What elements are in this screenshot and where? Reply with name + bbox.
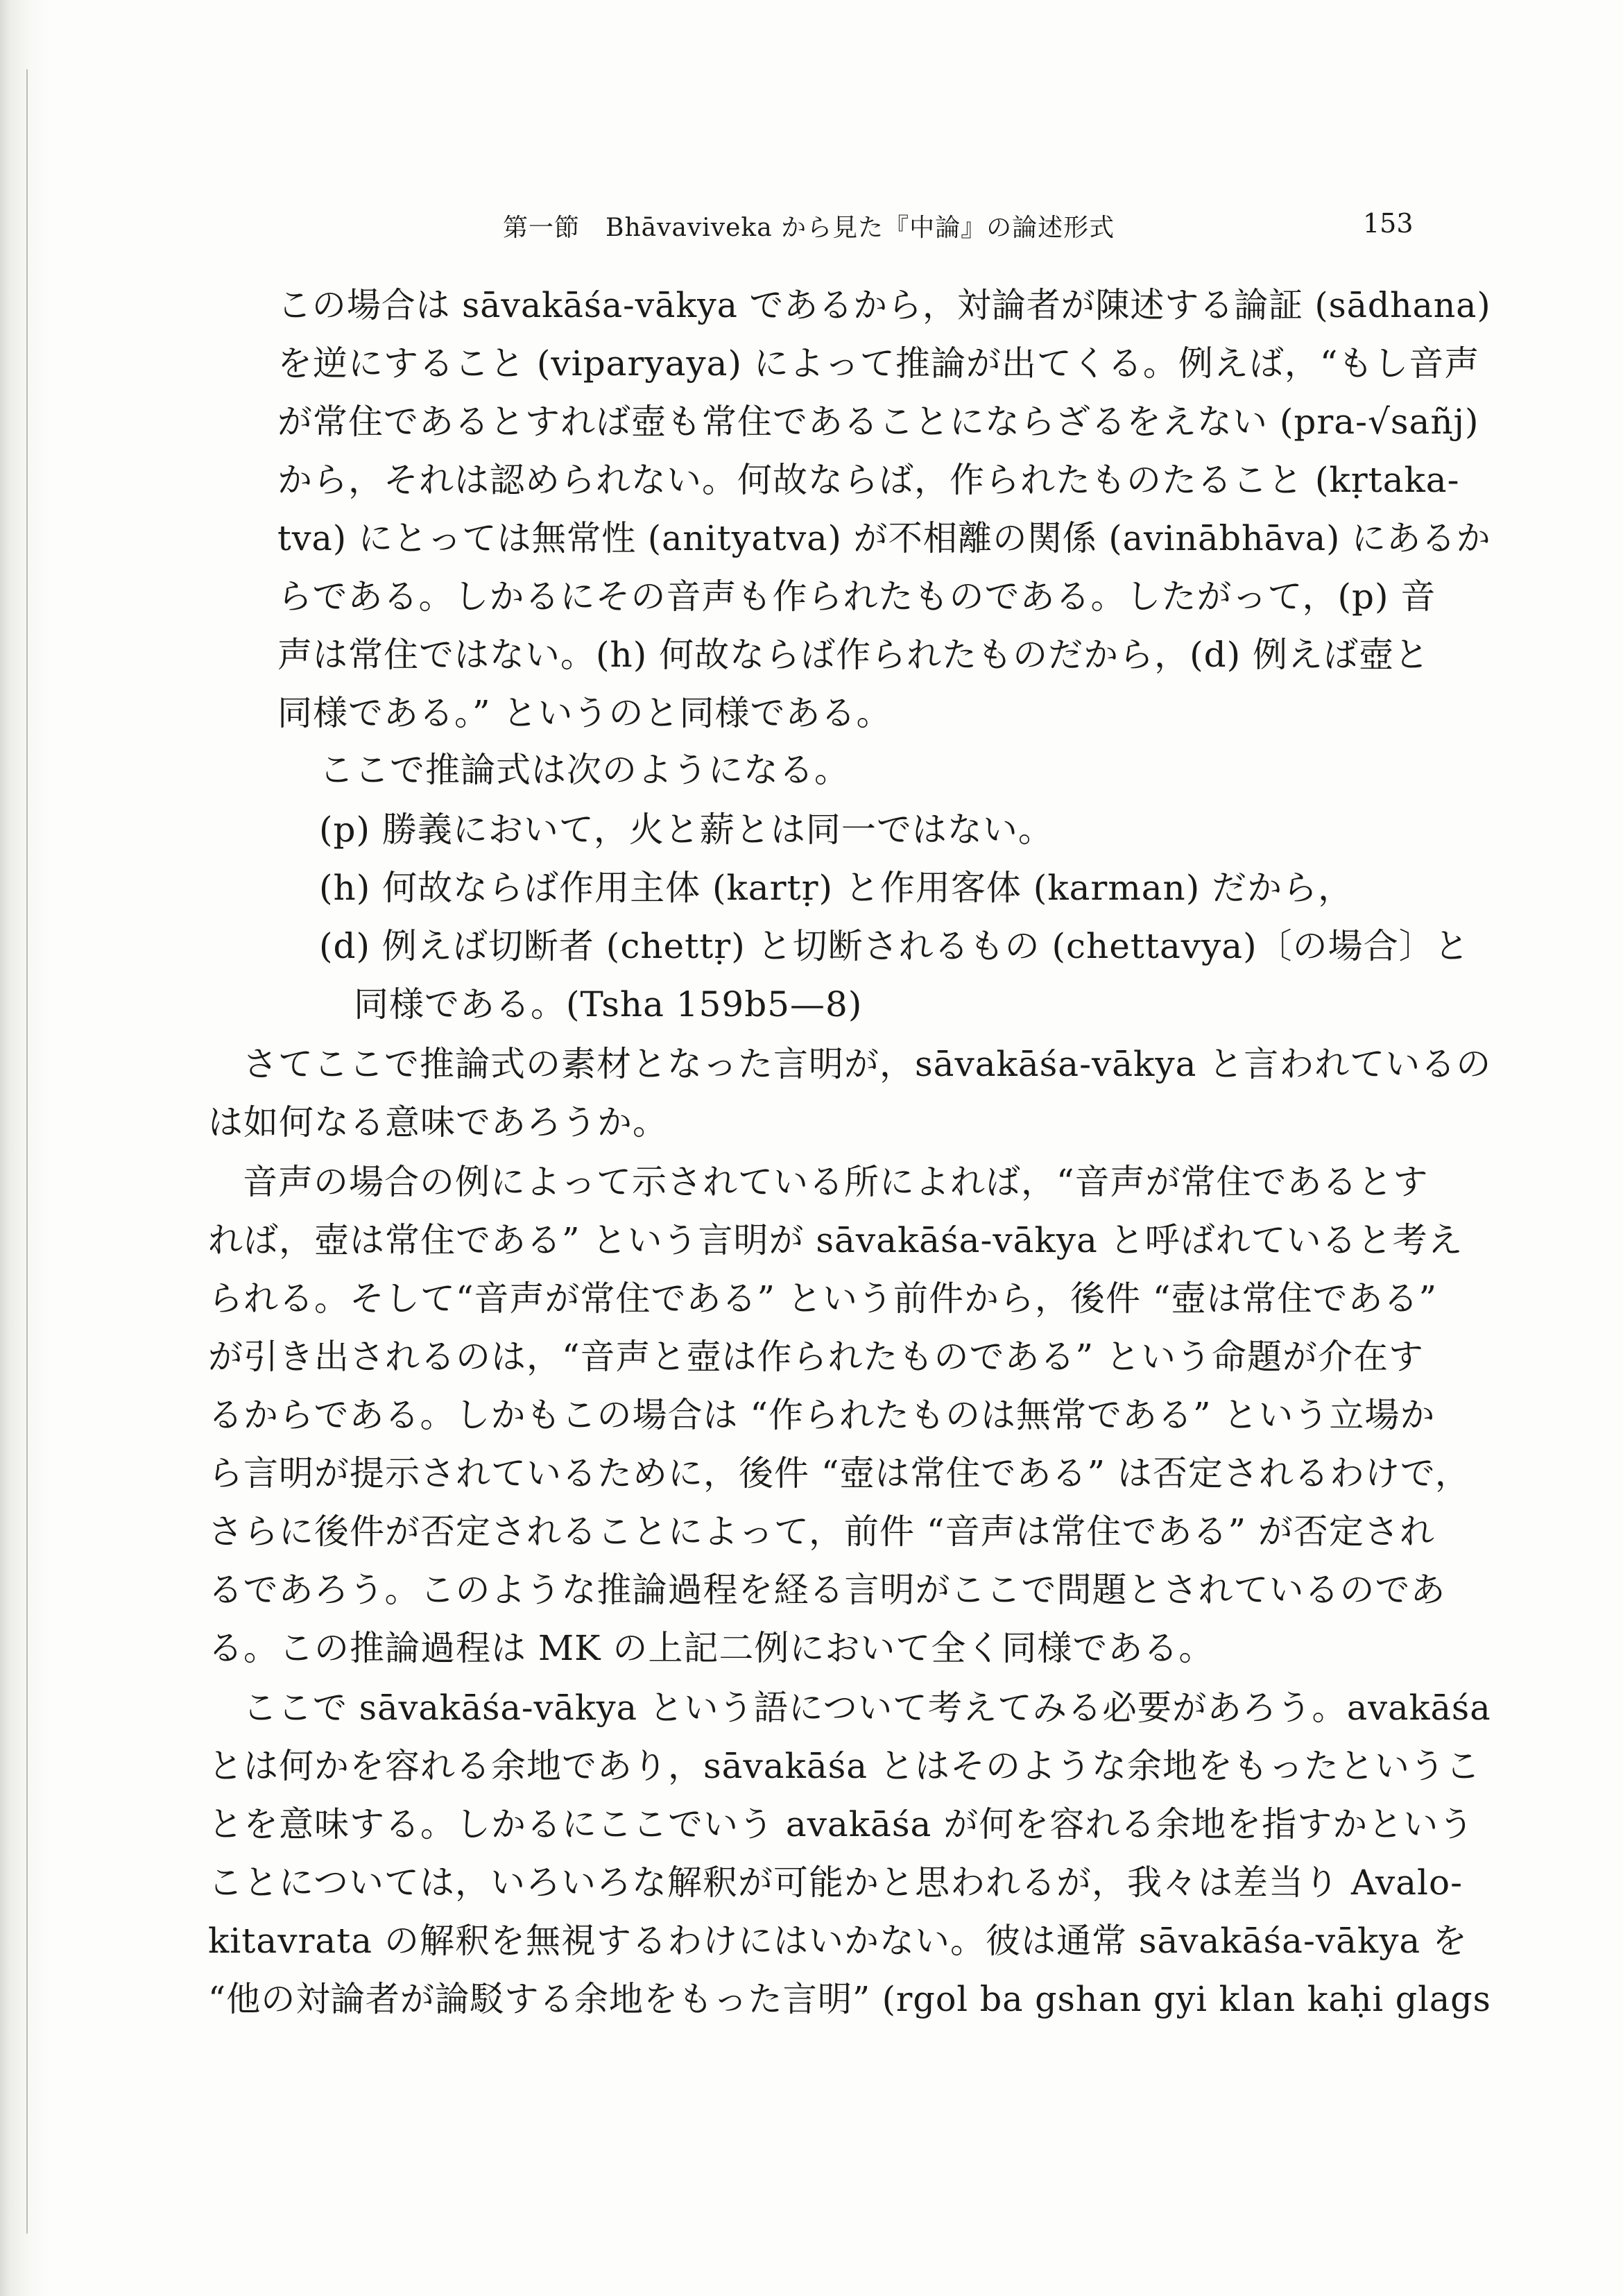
page-number: 153 [1363,208,1414,239]
body-line: れば，壺は常住である” という言明が sāvakāśa-vākya と呼ばれていると考え [208,1220,1463,1260]
body-line: 同様である。” というのと同様である。 [277,693,892,733]
body-line: から，それは認められない。何故ならば，作られたものたること (kṛtaka- [277,460,1460,500]
running-title: 第一節 Bhāvaviveka から見た『中論』の論述形式 [503,214,1115,242]
body-line: られる。そして“音声が常住である” という前件から，後件 “壺は常住である” [208,1278,1438,1319]
body-line: らである。しかるにその音声も作られたものである。したがって，(p) 音 [277,576,1436,617]
body-line: とを意味する。しかるにここでいう avakāśa が何を容れる余地を指すかという [208,1804,1475,1844]
body-line: ここで推論式は次のようになる。 [319,750,850,790]
body-line: ここで sāvakāśa-vākya という語について考えてみる必要があろう。avakāśa [243,1688,1491,1728]
binding-line [26,69,28,2234]
body-line: は如何なる意味であろうか。 [208,1102,668,1142]
syllogism-line: 同様である。(Tsha 159b5—8) [354,984,863,1025]
body-line: を逆にすること (viparyaya) によって推論が出てくる。例えば，“もし音声 [277,343,1480,384]
body-line: が常住であるとすれば壺も常住であることにならざるをえない (pra-√sañj) [277,402,1479,442]
body-line: る。この推論過程は MK の上記二例において全く同様である。 [208,1628,1214,1668]
body-line: 声は常住ではない。(h) 何故ならば作られたものだから，(d) 例えば壺と [277,635,1430,675]
syllogism-line: (h) 何故ならば作用主体 (kartṛ) と作用客体 (karman) だから， [319,868,1354,908]
body-line: tva) にとっては無常性 (anityatva) が不相離の関係 (avinābhāva) にあるか [277,518,1491,558]
body-line: るであろう。このような推論過程を経る言明がここで問題とされているのであ [208,1570,1446,1610]
binding-shadow [0,0,49,2296]
body-line: さらに後件が否定されることによって，前件 “音声は常住である” が否定され [208,1511,1435,1552]
body-line: ら言明が提示されているために，後件 “壺は常住である” は否定されるわけで， [208,1453,1470,1493]
body-line: が引き出されるのは，“音声と壺は作られたものである” という命題が介在す [208,1337,1425,1377]
body-line: kitavrata の解釈を無視するわけにはいかない。彼は通常 sāvakāśa-vākya を [208,1921,1468,1961]
body-line: “他の対論者が論駁する余地をもった言明” (rgol ba gshan gyi klan kaḥi glags [208,1979,1491,2019]
body-line: ことについては，いろいろな解釈が可能かと思われるが，我々は差当り Avalo- [208,1862,1463,1903]
body-line: るからである。しかもこの場合は “作られたものは無常である” という立場か [208,1395,1436,1435]
body-line: さてここで推論式の素材となった言明が，sāvakāśa-vākya と言われているの [243,1044,1492,1084]
body-line: とは何かを容れる余地であり，sāvakāśa とはそのような余地をもったというこ [208,1746,1481,1786]
body-line: 音声の場合の例によって示されている所によれば，“音声が常住であるとす [243,1162,1429,1202]
syllogism-line: (d) 例えば切断者 (chettṛ) と切断されるもの (chettavya)〔の場合〕と [319,926,1470,966]
body-line: この場合は sāvakāśa-vākya であるから，対論者が陳述する論証 (sādhana) [277,285,1491,325]
syllogism-line: (p) 勝義において，火と薪とは同一ではない。 [319,809,1054,850]
